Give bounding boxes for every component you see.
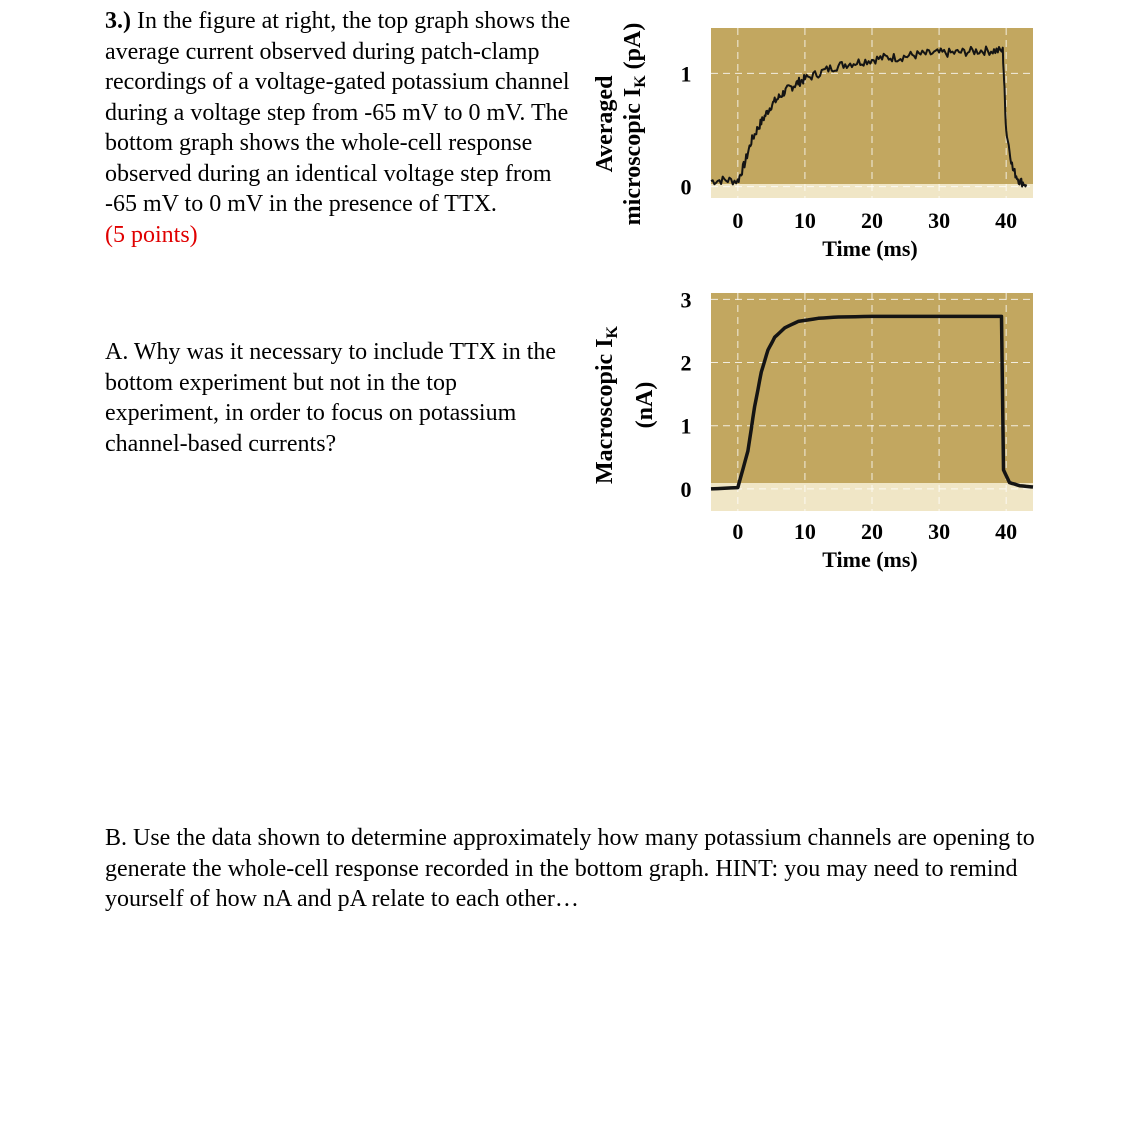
top-chart-ytick-label: 1 — [680, 61, 692, 87]
top-chart — [592, 23, 1033, 261]
top-chart-ylabel-unit: (pA) — [620, 22, 646, 70]
bot-chart-ytick-label: 2 — [680, 350, 692, 376]
bottom-chart-ylabel-line1 — [592, 325, 621, 484]
part-a-question: A. Why was it necessary to include TTX in the bottom experiment but not in the top experiment, in order to focus on potassium channel-based currents? — [105, 339, 557, 457]
bot-chart-ytick-label: 0 — [680, 476, 692, 502]
top-chart-xtick-label: 0 — [732, 208, 744, 233]
top-chart-ytick-label: 0 — [680, 174, 692, 200]
bottom-chart-xlabel: Time (ms) — [822, 547, 918, 572]
bottom-chart-ylabel-main: Macroscopic I — [592, 338, 618, 484]
question-intro-text: In the figure at right, the top graph shows the average current observed during patch-clamp recordings of a voltage-gated potassium channel during a voltage step from -65 mV to 0 mV. The bottom graph shows the whole-cell response observed during an identical voltage step from -65 mV to 0 mV in the presence of TTX. — [105, 8, 571, 217]
top-chart-xtick-label: 20 — [861, 208, 883, 233]
top-chart-ylabel-sub: K — [632, 75, 649, 88]
bot-chart-xtick-label: 20 — [861, 519, 883, 544]
points-label: (5 points) — [105, 221, 198, 248]
bottom-chart — [592, 287, 1033, 572]
top-chart-xtick-label: 10 — [793, 208, 816, 233]
bot-chart-ytick-label: 3 — [680, 287, 692, 313]
top-chart-ylabel-main: microscopic I — [620, 87, 646, 226]
question-number: 3.) — [105, 8, 131, 34]
bot-chart-xtick-label: 10 — [793, 519, 816, 544]
bot-chart-xtick-label: 40 — [995, 519, 1018, 544]
top-chart-xlabel: Time (ms) — [822, 236, 918, 261]
part-b-question: B. Use the data shown to determine approximately how many potassium channels are opening to generate the whole-cell response recorded in the bottom graph. HINT: you may need to remind yourself of how nA and pA relate to each other… — [105, 825, 1035, 912]
bot-chart-ytick-label: 1 — [680, 413, 692, 439]
bottom-chart-ylabel-unit: (nA) — [632, 381, 658, 429]
bot-chart-xtick-label: 30 — [928, 519, 951, 544]
top-chart-xtick-label: 30 — [928, 208, 951, 233]
top-chart-xtick-label: 40 — [995, 208, 1018, 233]
top-chart-ylabel-line1: Averaged — [592, 75, 618, 173]
bottom-chart-ylabel-sub: K — [604, 326, 621, 339]
bot-chart-xtick-label: 0 — [732, 519, 744, 544]
top-chart-ylabel-line2 — [620, 23, 649, 226]
